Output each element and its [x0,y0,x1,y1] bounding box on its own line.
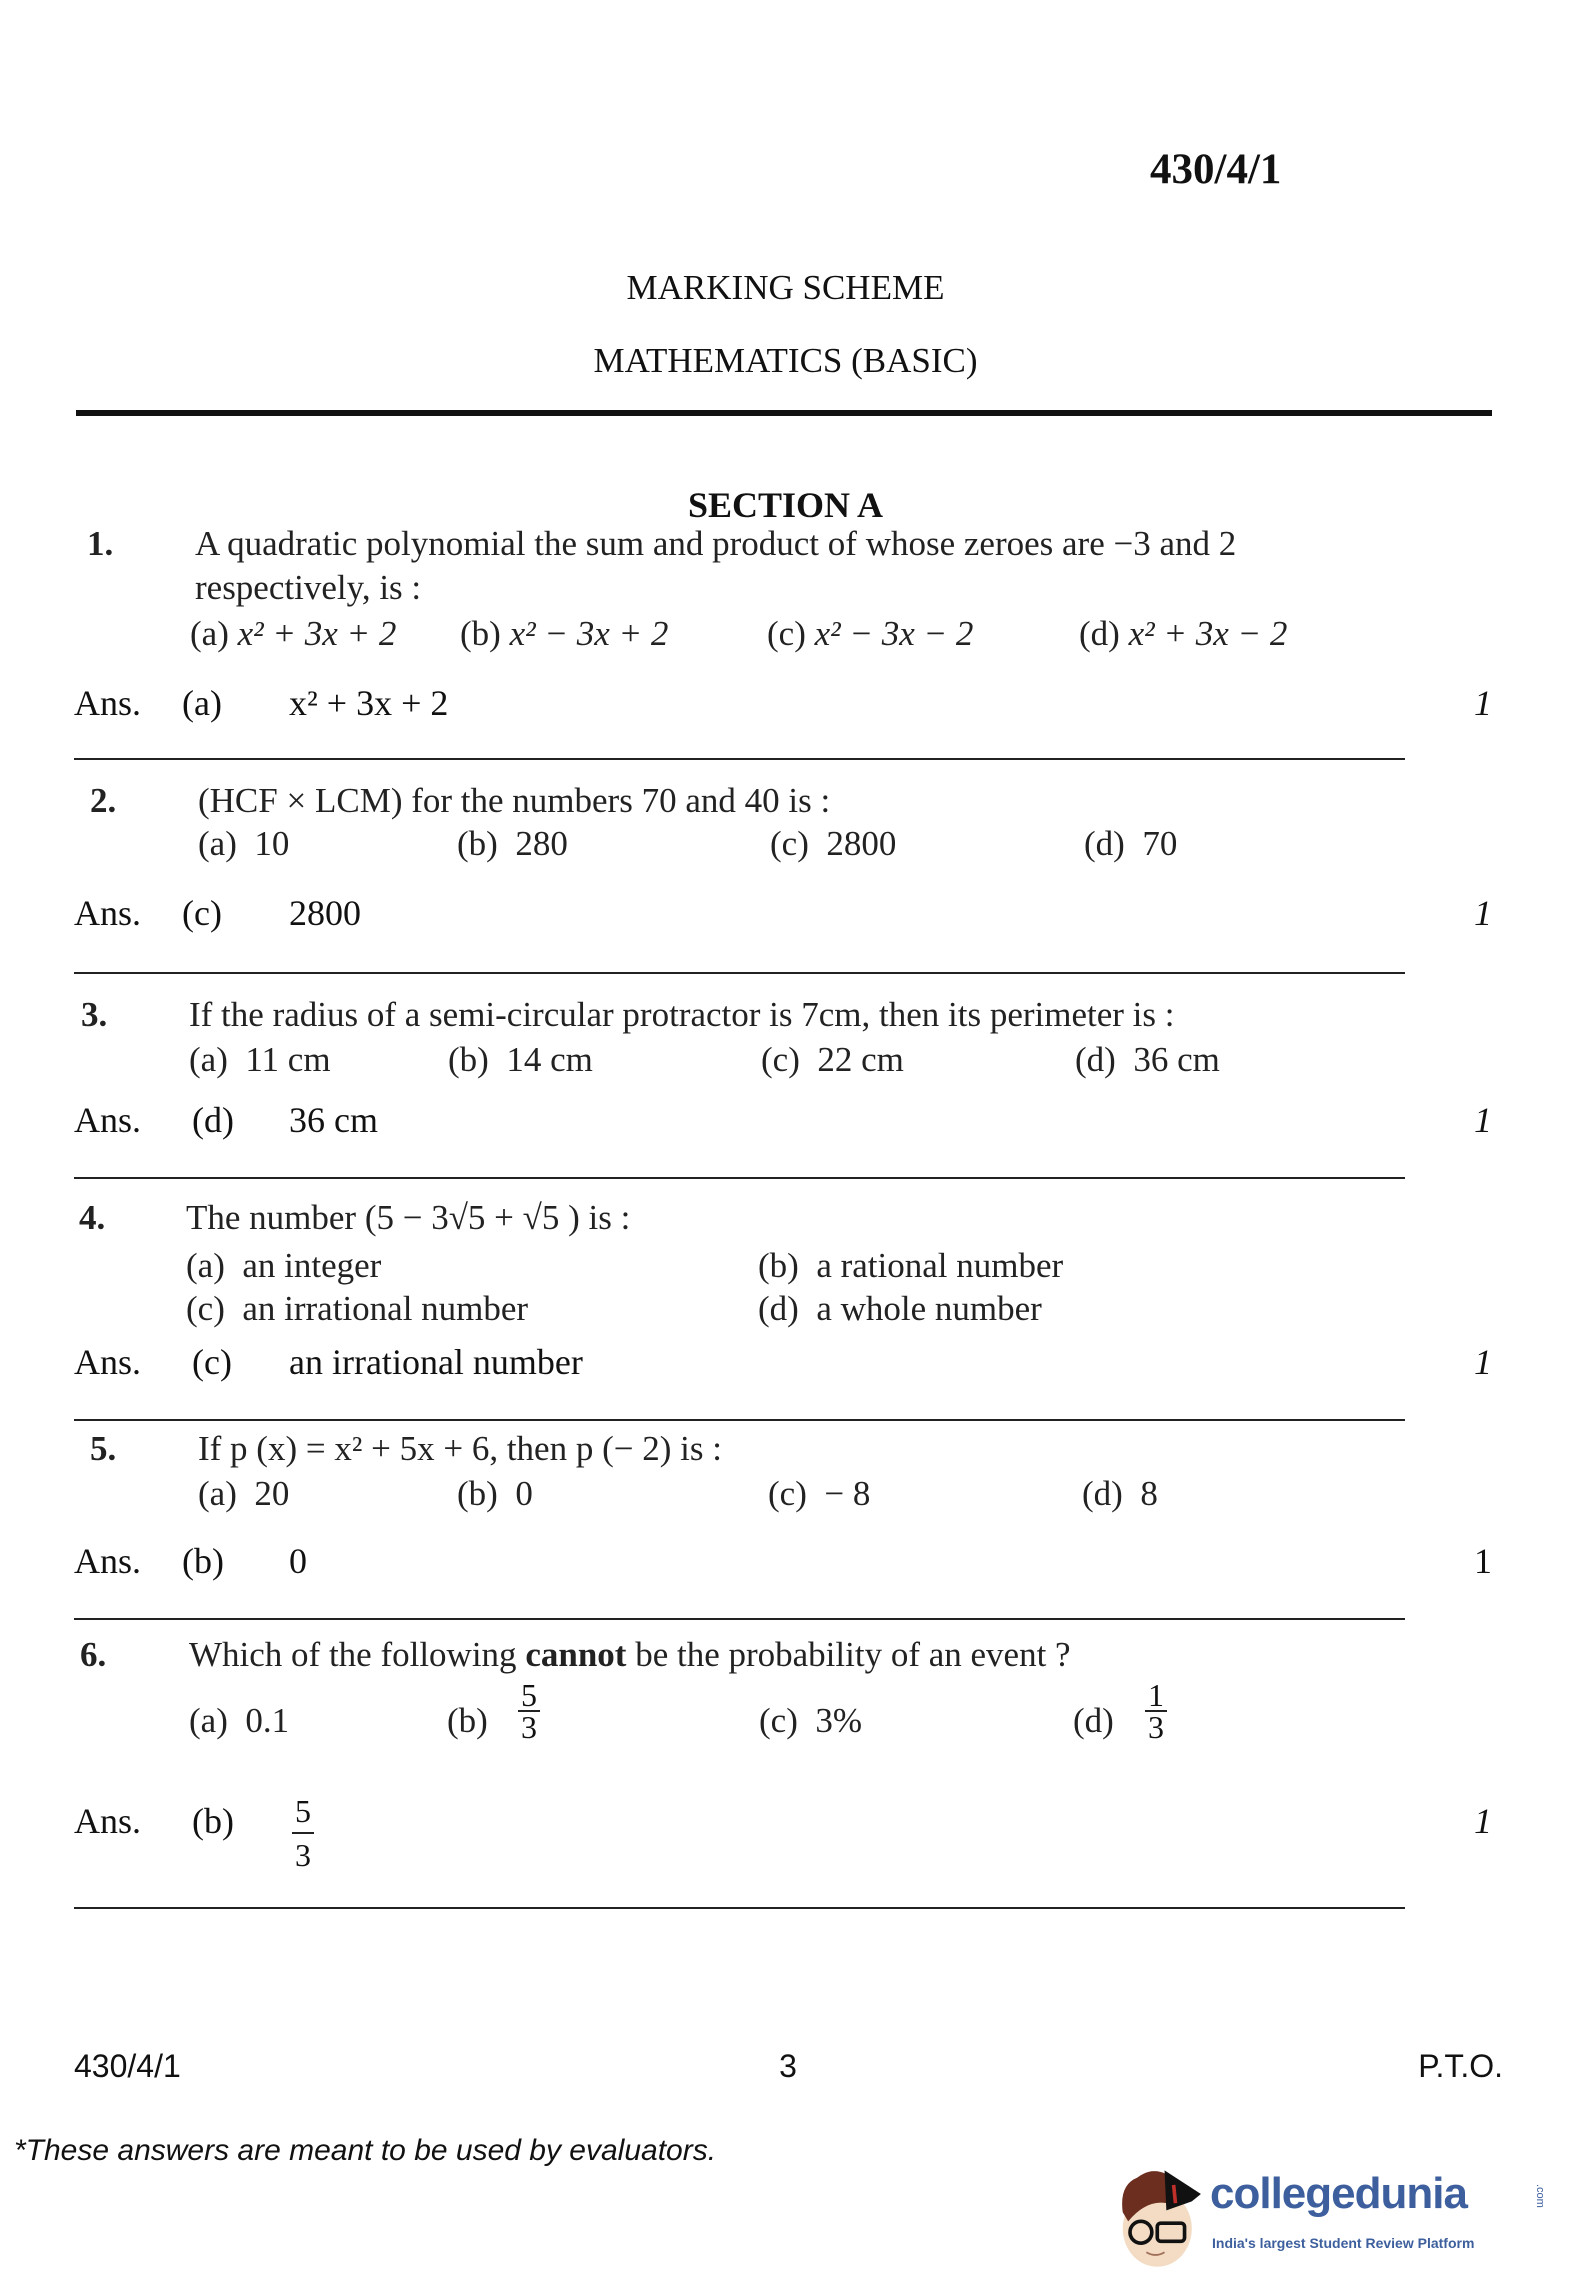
option-value: 36 cm [1133,1040,1220,1079]
question-text: A quadratic polynomial the sum and product of whose zeroes are −3 and 2 [195,524,1237,563]
denominator: 3 [295,1837,311,1873]
answer-option: (c) [182,893,222,933]
option-label: (b) [460,614,501,653]
option-label: (c) [770,824,809,863]
logo-tagline: India's largest Student Review Platform [1212,2235,1475,2251]
option-a [189,1701,289,1741]
option-value: 8 [1140,1474,1158,1513]
answer-marks: 1 [1474,893,1492,933]
question-number: 4. [79,1198,106,1237]
option-b [457,824,568,864]
document-title: MARKING SCHEME [626,268,945,307]
option-value: 22 cm [817,1040,904,1079]
option-d [1073,1701,1114,1741]
option-c [768,1474,870,1514]
option-label: (d) [1084,824,1125,863]
numerator: 5 [518,1680,540,1712]
answer-option: (b) [192,1801,234,1841]
header-rule [76,410,1492,416]
answer-option: (a) [182,683,222,723]
answer-marks: 1 [1474,1100,1492,1140]
footer-code: 430/4/1 [74,2048,181,2084]
option-label: (b) [758,1246,799,1285]
question-text: If the radius of a semi-circular protractor is 7cm, then its perimeter is : [189,995,1175,1034]
answer-label: Ans. [74,893,142,933]
answer-marks: 1 [1474,683,1492,723]
option-label: (a) [189,1040,228,1079]
option-value: x² + 3x + 2 [237,614,397,653]
option-value: x² − 3x + 2 [509,614,669,653]
option-label: (b) [447,1701,488,1740]
option-a [198,824,289,864]
answer-option: (d) [192,1100,234,1140]
question-text: The number (5 − 3√5 + √5 ) is : [186,1198,631,1237]
option-label: (d) [1075,1040,1116,1079]
option-value: an integer [242,1246,382,1285]
option-d [1079,614,1287,654]
question-text-part: Which of the following [189,1635,526,1674]
option-label: (a) [189,1701,228,1740]
numerator: 1 [1145,1680,1167,1712]
answer-value: 0 [289,1541,307,1581]
answer-label: Ans. [74,1541,142,1581]
option-value: 0 [515,1474,533,1513]
option-d [758,1289,1042,1329]
denominator: 3 [521,1709,537,1745]
option-a [186,1246,381,1286]
divider [74,1419,1405,1421]
option-value: 0.1 [245,1701,290,1740]
divider [74,758,1405,760]
answer-value: an irrational number [289,1342,583,1382]
pto-label: P.T.O. [1418,2048,1503,2084]
option-value: x² + 3x − 2 [1128,614,1288,653]
answer-marks: 1 [1474,1541,1492,1581]
option-value: an irrational number [242,1289,529,1328]
answer-option: (c) [192,1342,232,1382]
question-number: 3. [81,995,108,1034]
option-value: 20 [254,1474,290,1513]
option-value: a rational number [816,1246,1064,1285]
option-label: (c) [768,1474,807,1513]
option-label: (c) [186,1289,225,1328]
section-heading: SECTION A [687,485,884,525]
answer-label: Ans. [74,1801,142,1841]
option-d [1084,824,1177,864]
option-a [198,1474,289,1514]
denominator: 3 [1148,1709,1164,1745]
question-number: 6. [80,1635,107,1674]
page-number: 3 [779,2048,797,2084]
option-value: 280 [515,824,568,863]
option-label: (a) [198,1474,237,1513]
option-label: (b) [457,824,498,863]
option-label: (a) [190,614,229,653]
option-label: (a) [186,1246,225,1285]
option-c [767,614,973,654]
answer-marks: 1 [1474,1342,1492,1382]
option-b [457,1474,533,1514]
mascot-icon [1110,2152,1210,2277]
question-number: 2. [90,781,117,820]
option-b [460,614,668,654]
option-a [189,1040,331,1080]
divider [74,1907,1405,1909]
option-value: 2800 [826,824,897,863]
option-b [448,1040,593,1080]
option-d-fraction [1145,1677,1167,1745]
option-label: (c) [759,1701,798,1740]
question-text [189,1635,1071,1675]
answer-value: x² + 3x + 2 [289,683,449,723]
option-b [447,1701,488,1741]
numerator: 5 [292,1790,314,1834]
logo-wordmark: collegedunia [1210,2169,1467,2218]
option-value: 11 cm [245,1040,331,1079]
option-c [761,1040,904,1080]
option-c [759,1701,862,1741]
answer-option: (b) [182,1541,224,1581]
answer-value: 36 cm [289,1100,378,1140]
option-c [770,824,896,864]
question-text-part: be the probability of an event ? [626,1635,1071,1674]
answer-fraction [292,1790,314,1876]
option-d [1075,1040,1220,1080]
question-text: (HCF × LCM) for the numbers 70 and 40 is : [198,781,831,820]
option-value: 70 [1142,824,1178,863]
option-label: (b) [457,1474,498,1513]
answer-label: Ans. [74,683,142,723]
option-label: (d) [1073,1701,1114,1740]
option-value: 10 [254,824,290,863]
option-value: 14 cm [506,1040,593,1079]
subject-title: MATHEMATICS (BASIC) [593,341,978,380]
question-emphasis: cannot [525,1635,627,1674]
option-b [758,1246,1063,1286]
question-number: 1. [87,524,114,563]
option-label: (a) [198,824,237,863]
option-c [186,1289,528,1329]
option-label: (c) [767,614,806,653]
collegedunia-logo [1110,2150,1571,2281]
divider [74,972,1405,974]
option-value: a whole number [816,1289,1042,1328]
option-b-fraction [518,1677,540,1745]
option-label: (c) [761,1040,800,1079]
logo-suffix: .com [1534,2184,1546,2208]
paper-code: 430/4/1 [1150,146,1282,193]
divider [74,1177,1405,1179]
option-a [190,614,396,654]
divider [74,1618,1405,1620]
option-label: (b) [448,1040,489,1079]
question-number: 5. [90,1429,117,1468]
option-d [1082,1474,1158,1514]
option-value: − 8 [824,1474,871,1513]
question-text: If p (x) = x² + 5x + 6, then p (− 2) is : [198,1429,722,1468]
option-label: (d) [758,1289,799,1328]
answer-label: Ans. [74,1342,142,1382]
answer-label: Ans. [74,1100,142,1140]
option-value: 3% [815,1701,863,1740]
answer-value: 2800 [289,893,361,933]
question-text: respectively, is : [195,568,422,607]
option-value: x² − 3x − 2 [814,614,974,653]
option-label: (d) [1082,1474,1123,1513]
disclaimer: *These answers are meant to be used by evaluators. [14,2134,717,2167]
answer-marks: 1 [1474,1801,1492,1841]
option-label: (d) [1079,614,1120,653]
